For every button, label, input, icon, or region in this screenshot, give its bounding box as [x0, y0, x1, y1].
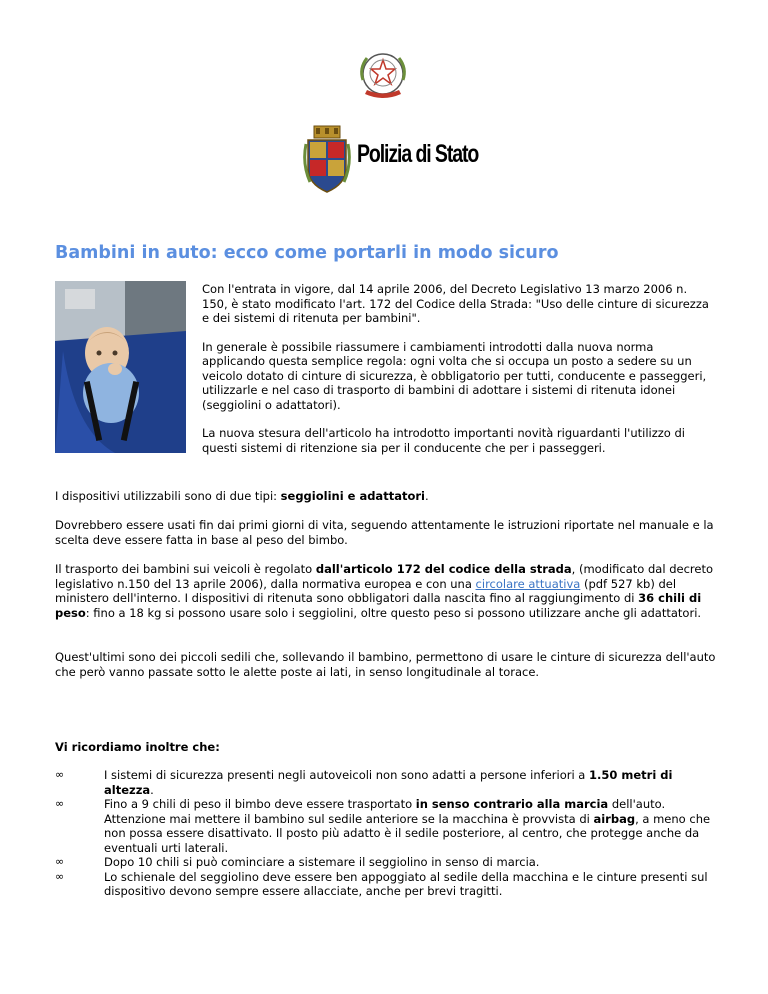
bullet-icon: ∞ [55, 869, 65, 883]
bullet-icon: ∞ [55, 855, 65, 868]
list-item: ∞ Dopo 10 chili si può cominciare a sistemare il seggiolino in senso di marcia. [55, 855, 540, 869]
circolare-attuativa-link[interactable]: circolare attuativa [475, 576, 581, 591]
bullet-icon: ∞ [55, 768, 65, 781]
polizia-di-stato-crest-icon [302, 124, 352, 194]
intro-paragraph-3: La nuova stesura dell'articolo ha introdotto importanti novità riguardanti l'utilizzo di questi sistemi di ritenzione sia per il conducente che per i passeggeri. [202, 426, 685, 455]
adapters-paragraph: Quest'ultimi sono dei piccoli sedili che, sollevando il bambino, permettono di usare le cinture di sicurezza dell'auto che però vanno passate sotto le alette poste ai lati, in senso longitudinale al torace. [55, 650, 716, 679]
police-brand-text: Polizia di Stato [357, 140, 479, 168]
italian-republic-emblem-icon [353, 50, 413, 106]
child-car-seat-photo [55, 281, 186, 453]
intro-paragraph-2: In generale è possibile riassumere i cambiamenti introdotti dalla nuova norma applicando questa semplice regola: ogni volta che si occupa un posto a sedere su un veicolo dotato di cinture di sicurezza, è obbligatorio per tutti, conducente e passeggeri, utilizzarle e nel caso di trasporto di bambini di adottare i sistemi di ritenuta idonei (seggiolini o adattatori). [202, 339, 707, 412]
page-title: Bambini in auto: ecco come portarli in modo sicuro [55, 243, 559, 263]
bullet-icon: ∞ [55, 797, 65, 810]
intro-text [202, 282, 714, 469]
reminder-heading: Vi ricordiamo inoltre che: [55, 740, 220, 754]
intro-paragraph-1: Con l'entrata in vigore, dal 14 aprile 2006, del Decreto Legislativo 13 marzo 2006 n. 150, è stato modificato l'art. 172 del Codice della Strada: "Uso delle cinture di sicurezza e dei sistemi di ritenuta per bambini". [202, 282, 709, 325]
reminder-list [55, 768, 720, 899]
list-item: ∞ Lo schienale del seggiolino deve essere ben appoggiato al sedile della macchina e le cinture presenti sul dispositivo devono sempre essere allacciate, anche per brevi tragitti. [55, 869, 708, 898]
list-item: ∞ I sistemi di sicurezza presenti negli autoveicoli non sono adatti a persone inferiori a 1.50 metri di altezza. [55, 768, 673, 797]
device-types-paragraph: I dispositivi utilizzabili sono di due tipi: seggiolini e adattatori. [55, 489, 429, 503]
usage-paragraph: Dovrebbero essere usati fin dai primi giorni di vita, seguendo attentamente le istruzioni riportate nel manuale e la scelta deve essere fatta in base al peso del bimbo. [55, 518, 714, 547]
regulation-paragraph: Il trasporto dei bambini sui veicoli è regolato dall'articolo 172 del codice della strada, (modificato dal decreto legislativo n.150 del 13 aprile 2006), dalla normativa europea e con una circolare attuativa (pdf 527 kb) del ministero dell'interno. I dispositivi di ritenuta sono obbligatori dalla nascita fino al raggiungimento di 36 chili di peso: fino a 18 kg si possono usare solo i seggiolini, oltre questo peso si possono utilizzare anche gli adattatori. [55, 562, 713, 620]
list-item: ∞ Fino a 9 chili di peso il bimbo deve essere trasportato in senso contrario alla marcia dell'auto. Attenzione mai mettere il bambino sul sedile anteriore se la macchina è provvista di airbag, a meno che non possa essere disattivato. Il posto più adatto è il sedile posteriore, al centro, che protegge anche da eventuali urti laterali. [55, 797, 711, 855]
